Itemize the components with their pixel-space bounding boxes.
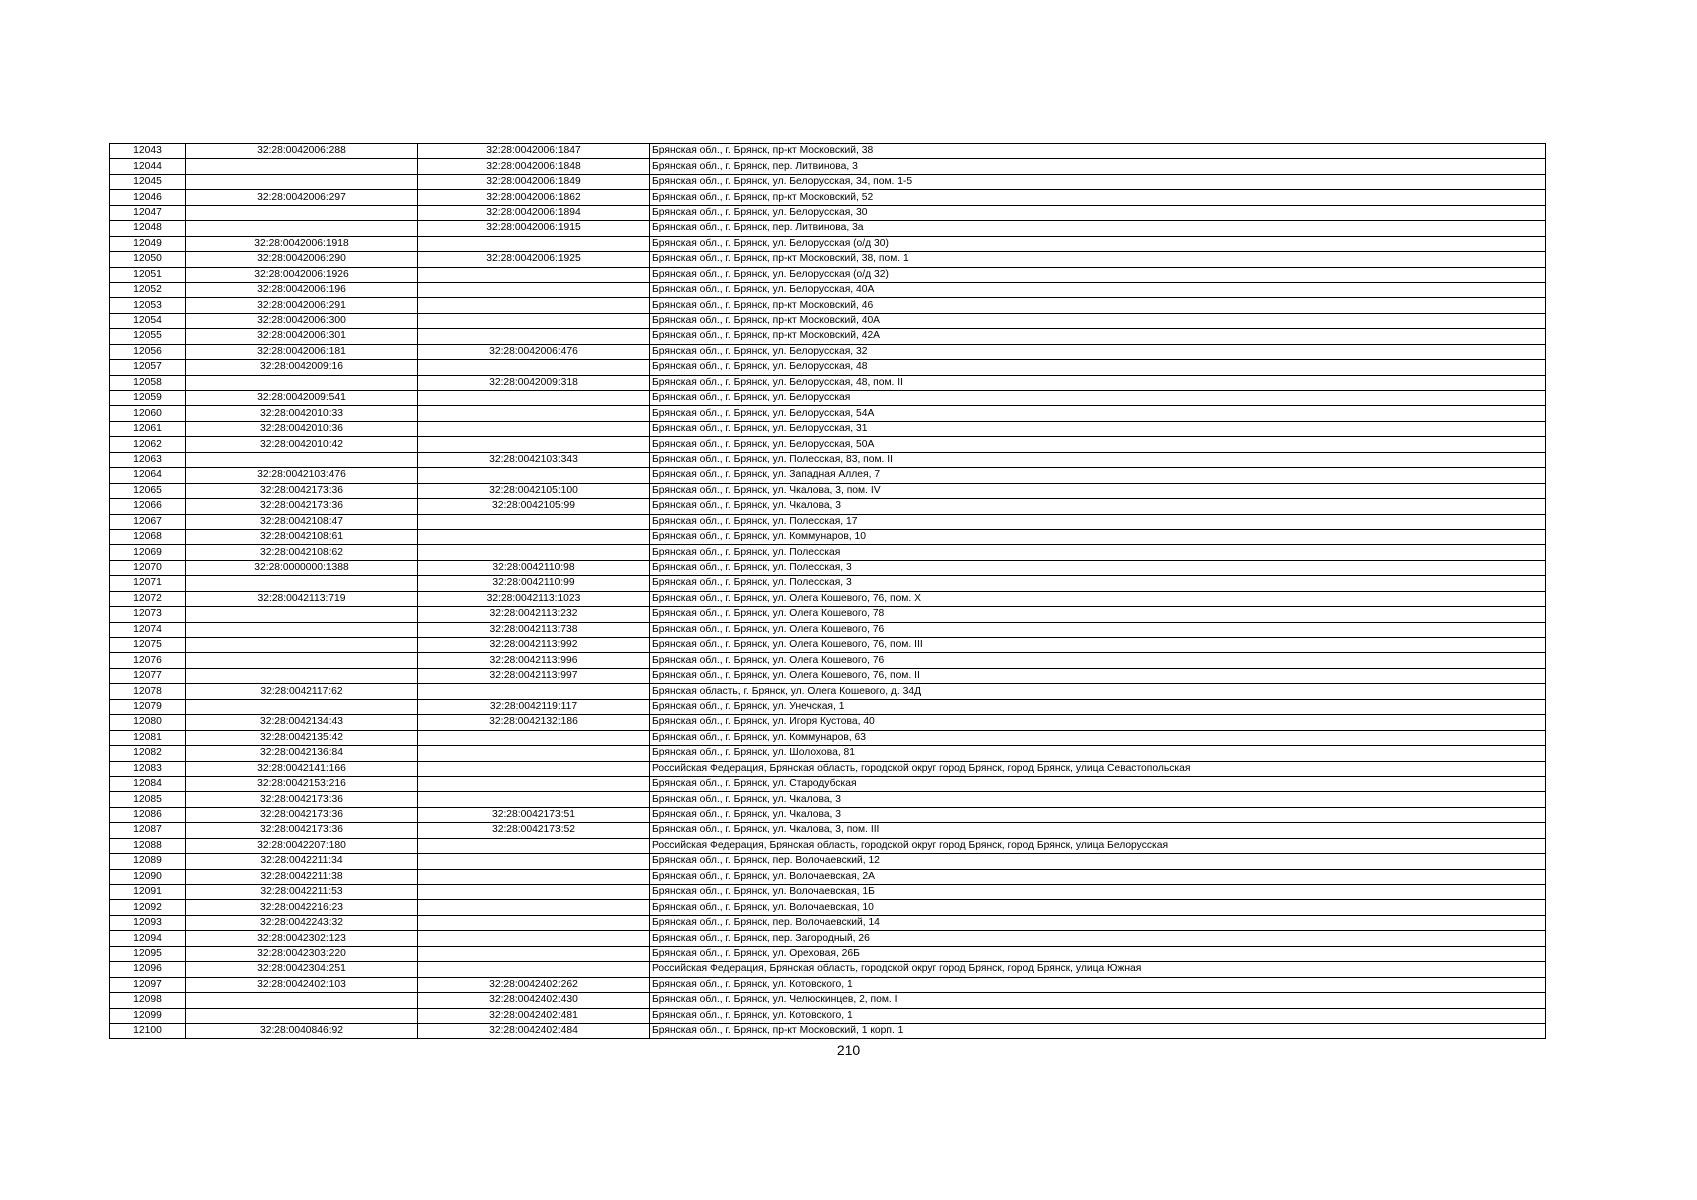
table-row bbox=[110, 560, 1546, 575]
object-cadastral-number-cell bbox=[418, 313, 650, 328]
table-row bbox=[110, 730, 1546, 745]
object-cadastral-number-cell: 32:28:0042006:1894 bbox=[418, 205, 650, 220]
object-cadastral-number-cell bbox=[418, 746, 650, 761]
cadastral-number-cell: 32:28:0042113:719 bbox=[186, 591, 418, 606]
table-row bbox=[110, 823, 1546, 838]
object-cadastral-number-cell: 32:28:0042113:996 bbox=[418, 653, 650, 668]
row-number-cell: 12097 bbox=[110, 977, 186, 992]
object-cadastral-number-cell bbox=[418, 885, 650, 900]
cadastral-number-cell: 32:28:0042006:300 bbox=[186, 313, 418, 328]
cadastral-number-cell bbox=[186, 699, 418, 714]
row-number-cell: 12072 bbox=[110, 591, 186, 606]
cadastral-number-cell: 32:28:0042006:196 bbox=[186, 282, 418, 297]
table-row bbox=[110, 236, 1546, 251]
object-cadastral-number-cell: 32:28:0042006:476 bbox=[418, 344, 650, 359]
address-cell: Брянская обл., г. Брянск, ул. Белорусская, 48, пом. II bbox=[650, 375, 1546, 390]
row-number-cell: 12044 bbox=[110, 159, 186, 174]
table-row bbox=[110, 869, 1546, 884]
table-row bbox=[110, 993, 1546, 1008]
address-cell: Брянская обл., г. Брянск, пер. Волочаевский, 12 bbox=[650, 854, 1546, 869]
table-row bbox=[110, 545, 1546, 560]
object-cadastral-number-cell: 32:28:0042105:100 bbox=[418, 483, 650, 498]
cadastral-number-cell bbox=[186, 668, 418, 683]
table-row bbox=[110, 900, 1546, 915]
cadastral-number-cell bbox=[186, 1008, 418, 1023]
table-row bbox=[110, 854, 1546, 869]
cadastral-number-cell bbox=[186, 159, 418, 174]
row-number-cell: 12043 bbox=[110, 144, 186, 159]
row-number-cell: 12064 bbox=[110, 468, 186, 483]
address-cell: Брянская обл., г. Брянск, пр-кт Московский, 1 корп. 1 bbox=[650, 1023, 1546, 1038]
cadastral-number-cell bbox=[186, 607, 418, 622]
address-cell: Брянская обл., г. Брянск, ул. Белорусская, 50А bbox=[650, 437, 1546, 452]
row-number-cell: 12087 bbox=[110, 823, 186, 838]
table-row bbox=[110, 282, 1546, 297]
row-number-cell: 12049 bbox=[110, 236, 186, 251]
cadastral-number-cell: 32:28:0042006:290 bbox=[186, 252, 418, 267]
row-number-cell: 12099 bbox=[110, 1008, 186, 1023]
row-number-cell: 12091 bbox=[110, 885, 186, 900]
row-number-cell: 12046 bbox=[110, 190, 186, 205]
cadastral-number-cell: 32:28:0042006:1918 bbox=[186, 236, 418, 251]
row-number-cell: 12077 bbox=[110, 668, 186, 683]
cadastral-number-cell bbox=[186, 576, 418, 591]
object-cadastral-number-cell bbox=[418, 298, 650, 313]
row-number-cell: 12088 bbox=[110, 838, 186, 853]
address-cell: Брянская обл., г. Брянск, ул. Чкалова, 3, пом. IV bbox=[650, 483, 1546, 498]
object-cadastral-number-cell bbox=[418, 792, 650, 807]
row-number-cell: 12079 bbox=[110, 699, 186, 714]
row-number-cell: 12082 bbox=[110, 746, 186, 761]
address-cell: Брянская обл., г. Брянск, ул. Волочаевская, 10 bbox=[650, 900, 1546, 915]
row-number-cell: 12083 bbox=[110, 761, 186, 776]
cadastral-number-cell: 32:28:0042211:38 bbox=[186, 869, 418, 884]
address-cell: Брянская обл., г. Брянск, ул. Белорусская, 32 bbox=[650, 344, 1546, 359]
table-row bbox=[110, 653, 1546, 668]
table-row bbox=[110, 529, 1546, 544]
cadastral-number-cell: 32:28:0042304:251 bbox=[186, 962, 418, 977]
row-number-cell: 12084 bbox=[110, 776, 186, 791]
address-cell: Брянская обл., г. Брянск, ул. Белорусская, 34, пом. 1-5 bbox=[650, 174, 1546, 189]
row-number-cell: 12100 bbox=[110, 1023, 186, 1038]
table-row bbox=[110, 946, 1546, 961]
cadastral-number-cell bbox=[186, 221, 418, 236]
address-cell: Брянская обл., г. Брянск, пер. Загородный, 26 bbox=[650, 931, 1546, 946]
row-number-cell: 12081 bbox=[110, 730, 186, 745]
row-number-cell: 12075 bbox=[110, 638, 186, 653]
cadastral-number-cell bbox=[186, 653, 418, 668]
row-number-cell: 12069 bbox=[110, 545, 186, 560]
address-cell: Брянская обл., г. Брянск, ул. Полесская, 17 bbox=[650, 514, 1546, 529]
address-cell: Брянская обл., г. Брянск, пр-кт Московский, 38, пом. 1 bbox=[650, 252, 1546, 267]
row-number-cell: 12066 bbox=[110, 499, 186, 514]
address-cell: Брянская обл., г. Брянск, ул. Белорусская, 30 bbox=[650, 205, 1546, 220]
row-number-cell: 12052 bbox=[110, 282, 186, 297]
row-number-cell: 12068 bbox=[110, 529, 186, 544]
object-cadastral-number-cell bbox=[418, 915, 650, 930]
cadastral-number-cell: 32:28:0042302:123 bbox=[186, 931, 418, 946]
address-cell: Брянская обл., г. Брянск, ул. Полесская, 3 bbox=[650, 576, 1546, 591]
cadastral-number-cell: 32:28:0042006:301 bbox=[186, 329, 418, 344]
row-number-cell: 12080 bbox=[110, 715, 186, 730]
address-cell: Брянская обл., г. Брянск, ул. Шолохова, 81 bbox=[650, 746, 1546, 761]
address-cell: Брянская обл., г. Брянск, ул. Полесская bbox=[650, 545, 1546, 560]
address-cell: Брянская обл., г. Брянск, пер. Литвинова, 3 bbox=[650, 159, 1546, 174]
table-row bbox=[110, 699, 1546, 714]
address-cell: Брянская обл., г. Брянск, ул. Коммунаров, 63 bbox=[650, 730, 1546, 745]
address-cell: Брянская обл., г. Брянск, ул. Олега Кошевого, 76, пом. III bbox=[650, 638, 1546, 653]
row-number-cell: 12070 bbox=[110, 560, 186, 575]
object-cadastral-number-cell bbox=[418, 421, 650, 436]
table-row bbox=[110, 607, 1546, 622]
address-cell: Брянская обл., г. Брянск, ул. Белорусская, 54А bbox=[650, 406, 1546, 421]
object-cadastral-number-cell: 32:28:0042402:484 bbox=[418, 1023, 650, 1038]
object-cadastral-number-cell: 32:28:0042402:430 bbox=[418, 993, 650, 1008]
table-row bbox=[110, 591, 1546, 606]
object-cadastral-number-cell: 32:28:0042113:997 bbox=[418, 668, 650, 683]
address-cell: Брянская обл., г. Брянск, ул. Ореховая, 26Б bbox=[650, 946, 1546, 961]
table-row bbox=[110, 144, 1546, 159]
address-cell: Брянская обл., г. Брянск, пр-кт Московский, 40А bbox=[650, 313, 1546, 328]
address-cell: Брянская обл., г. Брянск, ул. Белорусская (о/д 32) bbox=[650, 267, 1546, 282]
cadastral-number-cell: 32:28:0042216:23 bbox=[186, 900, 418, 915]
cadastral-number-cell: 32:28:0042010:42 bbox=[186, 437, 418, 452]
object-cadastral-number-cell: 32:28:0042132:186 bbox=[418, 715, 650, 730]
row-number-cell: 12065 bbox=[110, 483, 186, 498]
object-cadastral-number-cell bbox=[418, 468, 650, 483]
object-cadastral-number-cell: 32:28:0042113:738 bbox=[418, 622, 650, 637]
object-cadastral-number-cell bbox=[418, 869, 650, 884]
table-row bbox=[110, 298, 1546, 313]
cadastral-number-cell bbox=[186, 622, 418, 637]
address-cell: Брянская обл., г. Брянск, ул. Котовского, 1 bbox=[650, 1008, 1546, 1023]
address-cell: Брянская обл., г. Брянск, ул. Белорусская bbox=[650, 391, 1546, 406]
cadastral-number-cell: 32:28:0042006:291 bbox=[186, 298, 418, 313]
row-number-cell: 12063 bbox=[110, 452, 186, 467]
table-row bbox=[110, 267, 1546, 282]
address-cell: Российская Федерация, Брянская область, городской округ город Брянск, город Брянск, улица Севастопольская bbox=[650, 761, 1546, 776]
address-cell: Брянская обл., г. Брянск, ул. Волочаевская, 1Б bbox=[650, 885, 1546, 900]
table-row bbox=[110, 360, 1546, 375]
row-number-cell: 12050 bbox=[110, 252, 186, 267]
object-cadastral-number-cell bbox=[418, 684, 650, 699]
cadastral-number-cell: 32:28:0042303:220 bbox=[186, 946, 418, 961]
row-number-cell: 12074 bbox=[110, 622, 186, 637]
table-row bbox=[110, 483, 1546, 498]
cadastral-number-cell: 32:28:0042211:53 bbox=[186, 885, 418, 900]
cadastral-number-cell: 32:28:0042173:36 bbox=[186, 792, 418, 807]
table-row bbox=[110, 391, 1546, 406]
table-row bbox=[110, 807, 1546, 822]
cadastral-number-cell: 32:28:0042243:32 bbox=[186, 915, 418, 930]
address-cell: Брянская обл., г. Брянск, ул. Чкалова, 3 bbox=[650, 499, 1546, 514]
table-row bbox=[110, 962, 1546, 977]
object-cadastral-number-cell bbox=[418, 406, 650, 421]
address-cell: Брянская обл., г. Брянск, ул. Чкалова, 3 bbox=[650, 807, 1546, 822]
cadastral-number-cell: 32:28:0042009:541 bbox=[186, 391, 418, 406]
address-cell: Брянская обл., г. Брянск, ул. Чкалова, 3 bbox=[650, 792, 1546, 807]
table-row bbox=[110, 977, 1546, 992]
table-row bbox=[110, 776, 1546, 791]
row-number-cell: 12061 bbox=[110, 421, 186, 436]
cadastral-number-cell: 32:28:0042136:84 bbox=[186, 746, 418, 761]
cadastral-number-cell: 32:28:0042108:47 bbox=[186, 514, 418, 529]
cadastral-number-cell bbox=[186, 174, 418, 189]
table-row bbox=[110, 205, 1546, 220]
object-cadastral-number-cell: 32:28:0042006:1848 bbox=[418, 159, 650, 174]
table-row bbox=[110, 684, 1546, 699]
address-cell: Брянская обл., г. Брянск, ул. Волочаевская, 2А bbox=[650, 869, 1546, 884]
cadastral-number-cell: 32:28:0042173:36 bbox=[186, 823, 418, 838]
address-cell: Брянская обл., г. Брянск, ул. Олега Кошевого, 76, пом. X bbox=[650, 591, 1546, 606]
address-cell: Брянская обл., г. Брянск, ул. Стародубская bbox=[650, 776, 1546, 791]
table-row bbox=[110, 174, 1546, 189]
row-number-cell: 12093 bbox=[110, 915, 186, 930]
object-cadastral-number-cell: 32:28:0042110:98 bbox=[418, 560, 650, 575]
table-row bbox=[110, 452, 1546, 467]
cadastral-number-cell: 32:28:0042134:43 bbox=[186, 715, 418, 730]
cadastral-number-cell: 32:28:0042108:62 bbox=[186, 545, 418, 560]
object-cadastral-number-cell: 32:28:0042113:992 bbox=[418, 638, 650, 653]
table-row bbox=[110, 375, 1546, 390]
row-number-cell: 12048 bbox=[110, 221, 186, 236]
table-body bbox=[110, 144, 1546, 1039]
cadastral-number-cell: 32:28:0042006:181 bbox=[186, 344, 418, 359]
row-number-cell: 12085 bbox=[110, 792, 186, 807]
address-cell: Брянская обл., г. Брянск, ул. Олега Кошевого, 78 bbox=[650, 607, 1546, 622]
row-number-cell: 12071 bbox=[110, 576, 186, 591]
table-row bbox=[110, 622, 1546, 637]
table-row bbox=[110, 885, 1546, 900]
object-cadastral-number-cell bbox=[418, 946, 650, 961]
object-cadastral-number-cell bbox=[418, 931, 650, 946]
table-row bbox=[110, 792, 1546, 807]
address-cell: Брянская обл., г. Брянск, ул. Унечская, 1 bbox=[650, 699, 1546, 714]
table-row bbox=[110, 576, 1546, 591]
object-cadastral-number-cell bbox=[418, 514, 650, 529]
table-row bbox=[110, 514, 1546, 529]
object-cadastral-number-cell: 32:28:0042006:1849 bbox=[418, 174, 650, 189]
address-cell: Брянская обл., г. Брянск, пер. Волочаевский, 14 bbox=[650, 915, 1546, 930]
table-row bbox=[110, 159, 1546, 174]
row-number-cell: 12054 bbox=[110, 313, 186, 328]
table-row bbox=[110, 746, 1546, 761]
table-row bbox=[110, 329, 1546, 344]
object-cadastral-number-cell: 32:28:0042173:52 bbox=[418, 823, 650, 838]
table-row bbox=[110, 190, 1546, 205]
table-row bbox=[110, 437, 1546, 452]
cadastral-number-cell: 32:28:0042103:476 bbox=[186, 468, 418, 483]
address-cell: Брянская обл., г. Брянск, пр-кт Московский, 46 bbox=[650, 298, 1546, 313]
row-number-cell: 12047 bbox=[110, 205, 186, 220]
object-cadastral-number-cell: 32:28:0042006:1847 bbox=[418, 144, 650, 159]
address-cell: Брянская обл., г. Брянск, ул. Котовского, 1 bbox=[650, 977, 1546, 992]
cadastral-number-cell: 32:28:0042207:180 bbox=[186, 838, 418, 853]
object-cadastral-number-cell bbox=[418, 437, 650, 452]
object-cadastral-number-cell bbox=[418, 761, 650, 776]
object-cadastral-number-cell: 32:28:0042110:99 bbox=[418, 576, 650, 591]
row-number-cell: 12062 bbox=[110, 437, 186, 452]
object-cadastral-number-cell bbox=[418, 730, 650, 745]
cadastral-number-cell: 32:28:0042402:103 bbox=[186, 977, 418, 992]
object-cadastral-number-cell: 32:28:0042006:1862 bbox=[418, 190, 650, 205]
cadastral-number-cell: 32:28:0042173:36 bbox=[186, 807, 418, 822]
cadastral-number-cell: 32:28:0042135:42 bbox=[186, 730, 418, 745]
table-row bbox=[110, 1008, 1546, 1023]
row-number-cell: 12053 bbox=[110, 298, 186, 313]
table-row bbox=[110, 313, 1546, 328]
row-number-cell: 12095 bbox=[110, 946, 186, 961]
object-cadastral-number-cell: 32:28:0042402:262 bbox=[418, 977, 650, 992]
page-number: 210 bbox=[836, 1042, 861, 1058]
address-cell: Российская Федерация, Брянская область, городской округ город Брянск, город Брянск, улица Белорусская bbox=[650, 838, 1546, 853]
object-cadastral-number-cell bbox=[418, 776, 650, 791]
row-number-cell: 12076 bbox=[110, 653, 186, 668]
address-cell: Брянская область, г. Брянск, ул. Олега Кошевого, д. 34Д bbox=[650, 684, 1546, 699]
table-row bbox=[110, 761, 1546, 776]
address-cell: Брянская обл., г. Брянск, ул. Белорусская, 40А bbox=[650, 282, 1546, 297]
cadastral-number-cell: 32:28:0040846:92 bbox=[186, 1023, 418, 1038]
cadastral-table bbox=[109, 143, 1546, 1039]
row-number-cell: 12059 bbox=[110, 391, 186, 406]
row-number-cell: 12089 bbox=[110, 854, 186, 869]
object-cadastral-number-cell: 32:28:0042006:1915 bbox=[418, 221, 650, 236]
address-cell: Брянская обл., г. Брянск, ул. Олега Кошевого, 76, пом. II bbox=[650, 668, 1546, 683]
address-cell: Брянская обл., г. Брянск, пер. Литвинова, 3а bbox=[650, 221, 1546, 236]
object-cadastral-number-cell bbox=[418, 900, 650, 915]
row-number-cell: 12060 bbox=[110, 406, 186, 421]
table-row bbox=[110, 931, 1546, 946]
table-row bbox=[110, 406, 1546, 421]
row-number-cell: 12098 bbox=[110, 993, 186, 1008]
address-cell: Брянская обл., г. Брянск, ул. Олега Кошевого, 76 bbox=[650, 653, 1546, 668]
object-cadastral-number-cell: 32:28:0042113:232 bbox=[418, 607, 650, 622]
object-cadastral-number-cell bbox=[418, 854, 650, 869]
address-cell: Брянская обл., г. Брянск, ул. Западная Аллея, 7 bbox=[650, 468, 1546, 483]
cadastral-number-cell: 32:28:0042006:1926 bbox=[186, 267, 418, 282]
table-row bbox=[110, 668, 1546, 683]
object-cadastral-number-cell bbox=[418, 545, 650, 560]
cadastral-number-cell bbox=[186, 452, 418, 467]
table-row bbox=[110, 221, 1546, 236]
object-cadastral-number-cell: 32:28:0042113:1023 bbox=[418, 591, 650, 606]
table-row bbox=[110, 915, 1546, 930]
table-row bbox=[110, 421, 1546, 436]
address-cell: Брянская обл., г. Брянск, ул. Челюскинцев, 2, пом. I bbox=[650, 993, 1546, 1008]
address-cell: Брянская обл., г. Брянск, пр-кт Московский, 52 bbox=[650, 190, 1546, 205]
cadastral-number-cell: 32:28:0042141:166 bbox=[186, 761, 418, 776]
table-row bbox=[110, 344, 1546, 359]
object-cadastral-number-cell bbox=[418, 962, 650, 977]
object-cadastral-number-cell bbox=[418, 282, 650, 297]
address-cell: Брянская обл., г. Брянск, ул. Белорусская, 31 bbox=[650, 421, 1546, 436]
cadastral-number-cell: 32:28:0042010:33 bbox=[186, 406, 418, 421]
object-cadastral-number-cell bbox=[418, 391, 650, 406]
cadastral-number-cell: 32:28:0042006:297 bbox=[186, 190, 418, 205]
object-cadastral-number-cell: 32:28:0042009:318 bbox=[418, 375, 650, 390]
cadastral-number-cell: 32:28:0042173:36 bbox=[186, 483, 418, 498]
object-cadastral-number-cell bbox=[418, 267, 650, 282]
row-number-cell: 12056 bbox=[110, 344, 186, 359]
address-cell: Брянская обл., г. Брянск, ул. Коммунаров, 10 bbox=[650, 529, 1546, 544]
object-cadastral-number-cell: 32:28:0042006:1925 bbox=[418, 252, 650, 267]
table-row bbox=[110, 715, 1546, 730]
row-number-cell: 12057 bbox=[110, 360, 186, 375]
table-row bbox=[110, 638, 1546, 653]
row-number-cell: 12045 bbox=[110, 174, 186, 189]
object-cadastral-number-cell bbox=[418, 838, 650, 853]
table-row bbox=[110, 252, 1546, 267]
address-cell: Брянская обл., г. Брянск, ул. Белорусская (о/д 30) bbox=[650, 236, 1546, 251]
cadastral-number-cell: 32:28:0042211:34 bbox=[186, 854, 418, 869]
object-cadastral-number-cell: 32:28:0042402:481 bbox=[418, 1008, 650, 1023]
address-cell: Российская Федерация, Брянская область, городской округ город Брянск, город Брянск, улица Южная bbox=[650, 962, 1546, 977]
cadastral-number-cell bbox=[186, 375, 418, 390]
address-cell: Брянская обл., г. Брянск, ул. Игоря Кустова, 40 bbox=[650, 715, 1546, 730]
table-row bbox=[110, 1023, 1546, 1038]
row-number-cell: 12094 bbox=[110, 931, 186, 946]
object-cadastral-number-cell bbox=[418, 529, 650, 544]
object-cadastral-number-cell: 32:28:0042119:117 bbox=[418, 699, 650, 714]
table-row bbox=[110, 499, 1546, 514]
address-cell: Брянская обл., г. Брянск, ул. Полесская, 83, пом. II bbox=[650, 452, 1546, 467]
cadastral-number-cell: 32:28:0042010:36 bbox=[186, 421, 418, 436]
cadastral-number-cell: 32:28:0042006:288 bbox=[186, 144, 418, 159]
cadastral-number-cell: 32:28:0042009:16 bbox=[186, 360, 418, 375]
cadastral-number-cell bbox=[186, 205, 418, 220]
cadastral-number-cell bbox=[186, 638, 418, 653]
cadastral-number-cell: 32:28:0042108:61 bbox=[186, 529, 418, 544]
address-cell: Брянская обл., г. Брянск, пр-кт Московский, 38 bbox=[650, 144, 1546, 159]
object-cadastral-number-cell bbox=[418, 360, 650, 375]
object-cadastral-number-cell: 32:28:0042103:343 bbox=[418, 452, 650, 467]
row-number-cell: 12073 bbox=[110, 607, 186, 622]
cadastral-number-cell: 32:28:0042117:62 bbox=[186, 684, 418, 699]
object-cadastral-number-cell: 32:28:0042105:99 bbox=[418, 499, 650, 514]
row-number-cell: 12092 bbox=[110, 900, 186, 915]
cadastral-number-cell bbox=[186, 993, 418, 1008]
row-number-cell: 12086 bbox=[110, 807, 186, 822]
object-cadastral-number-cell bbox=[418, 329, 650, 344]
object-cadastral-number-cell: 32:28:0042173:51 bbox=[418, 807, 650, 822]
row-number-cell: 12090 bbox=[110, 869, 186, 884]
cadastral-number-cell: 32:28:0000000:1388 bbox=[186, 560, 418, 575]
address-cell: Брянская обл., г. Брянск, ул. Чкалова, 3, пом. III bbox=[650, 823, 1546, 838]
row-number-cell: 12096 bbox=[110, 962, 186, 977]
table-row bbox=[110, 468, 1546, 483]
row-number-cell: 12058 bbox=[110, 375, 186, 390]
object-cadastral-number-cell bbox=[418, 236, 650, 251]
row-number-cell: 12067 bbox=[110, 514, 186, 529]
address-cell: Брянская обл., г. Брянск, ул. Полесская, 3 bbox=[650, 560, 1546, 575]
address-cell: Брянская обл., г. Брянск, ул. Олега Кошевого, 76 bbox=[650, 622, 1546, 637]
row-number-cell: 12055 bbox=[110, 329, 186, 344]
table-row bbox=[110, 838, 1546, 853]
row-number-cell: 12051 bbox=[110, 267, 186, 282]
cadastral-number-cell: 32:28:0042173:36 bbox=[186, 499, 418, 514]
address-cell: Брянская обл., г. Брянск, ул. Белорусская, 48 bbox=[650, 360, 1546, 375]
address-cell: Брянская обл., г. Брянск, пр-кт Московский, 42А bbox=[650, 329, 1546, 344]
cadastral-number-cell: 32:28:0042153:216 bbox=[186, 776, 418, 791]
row-number-cell: 12078 bbox=[110, 684, 186, 699]
